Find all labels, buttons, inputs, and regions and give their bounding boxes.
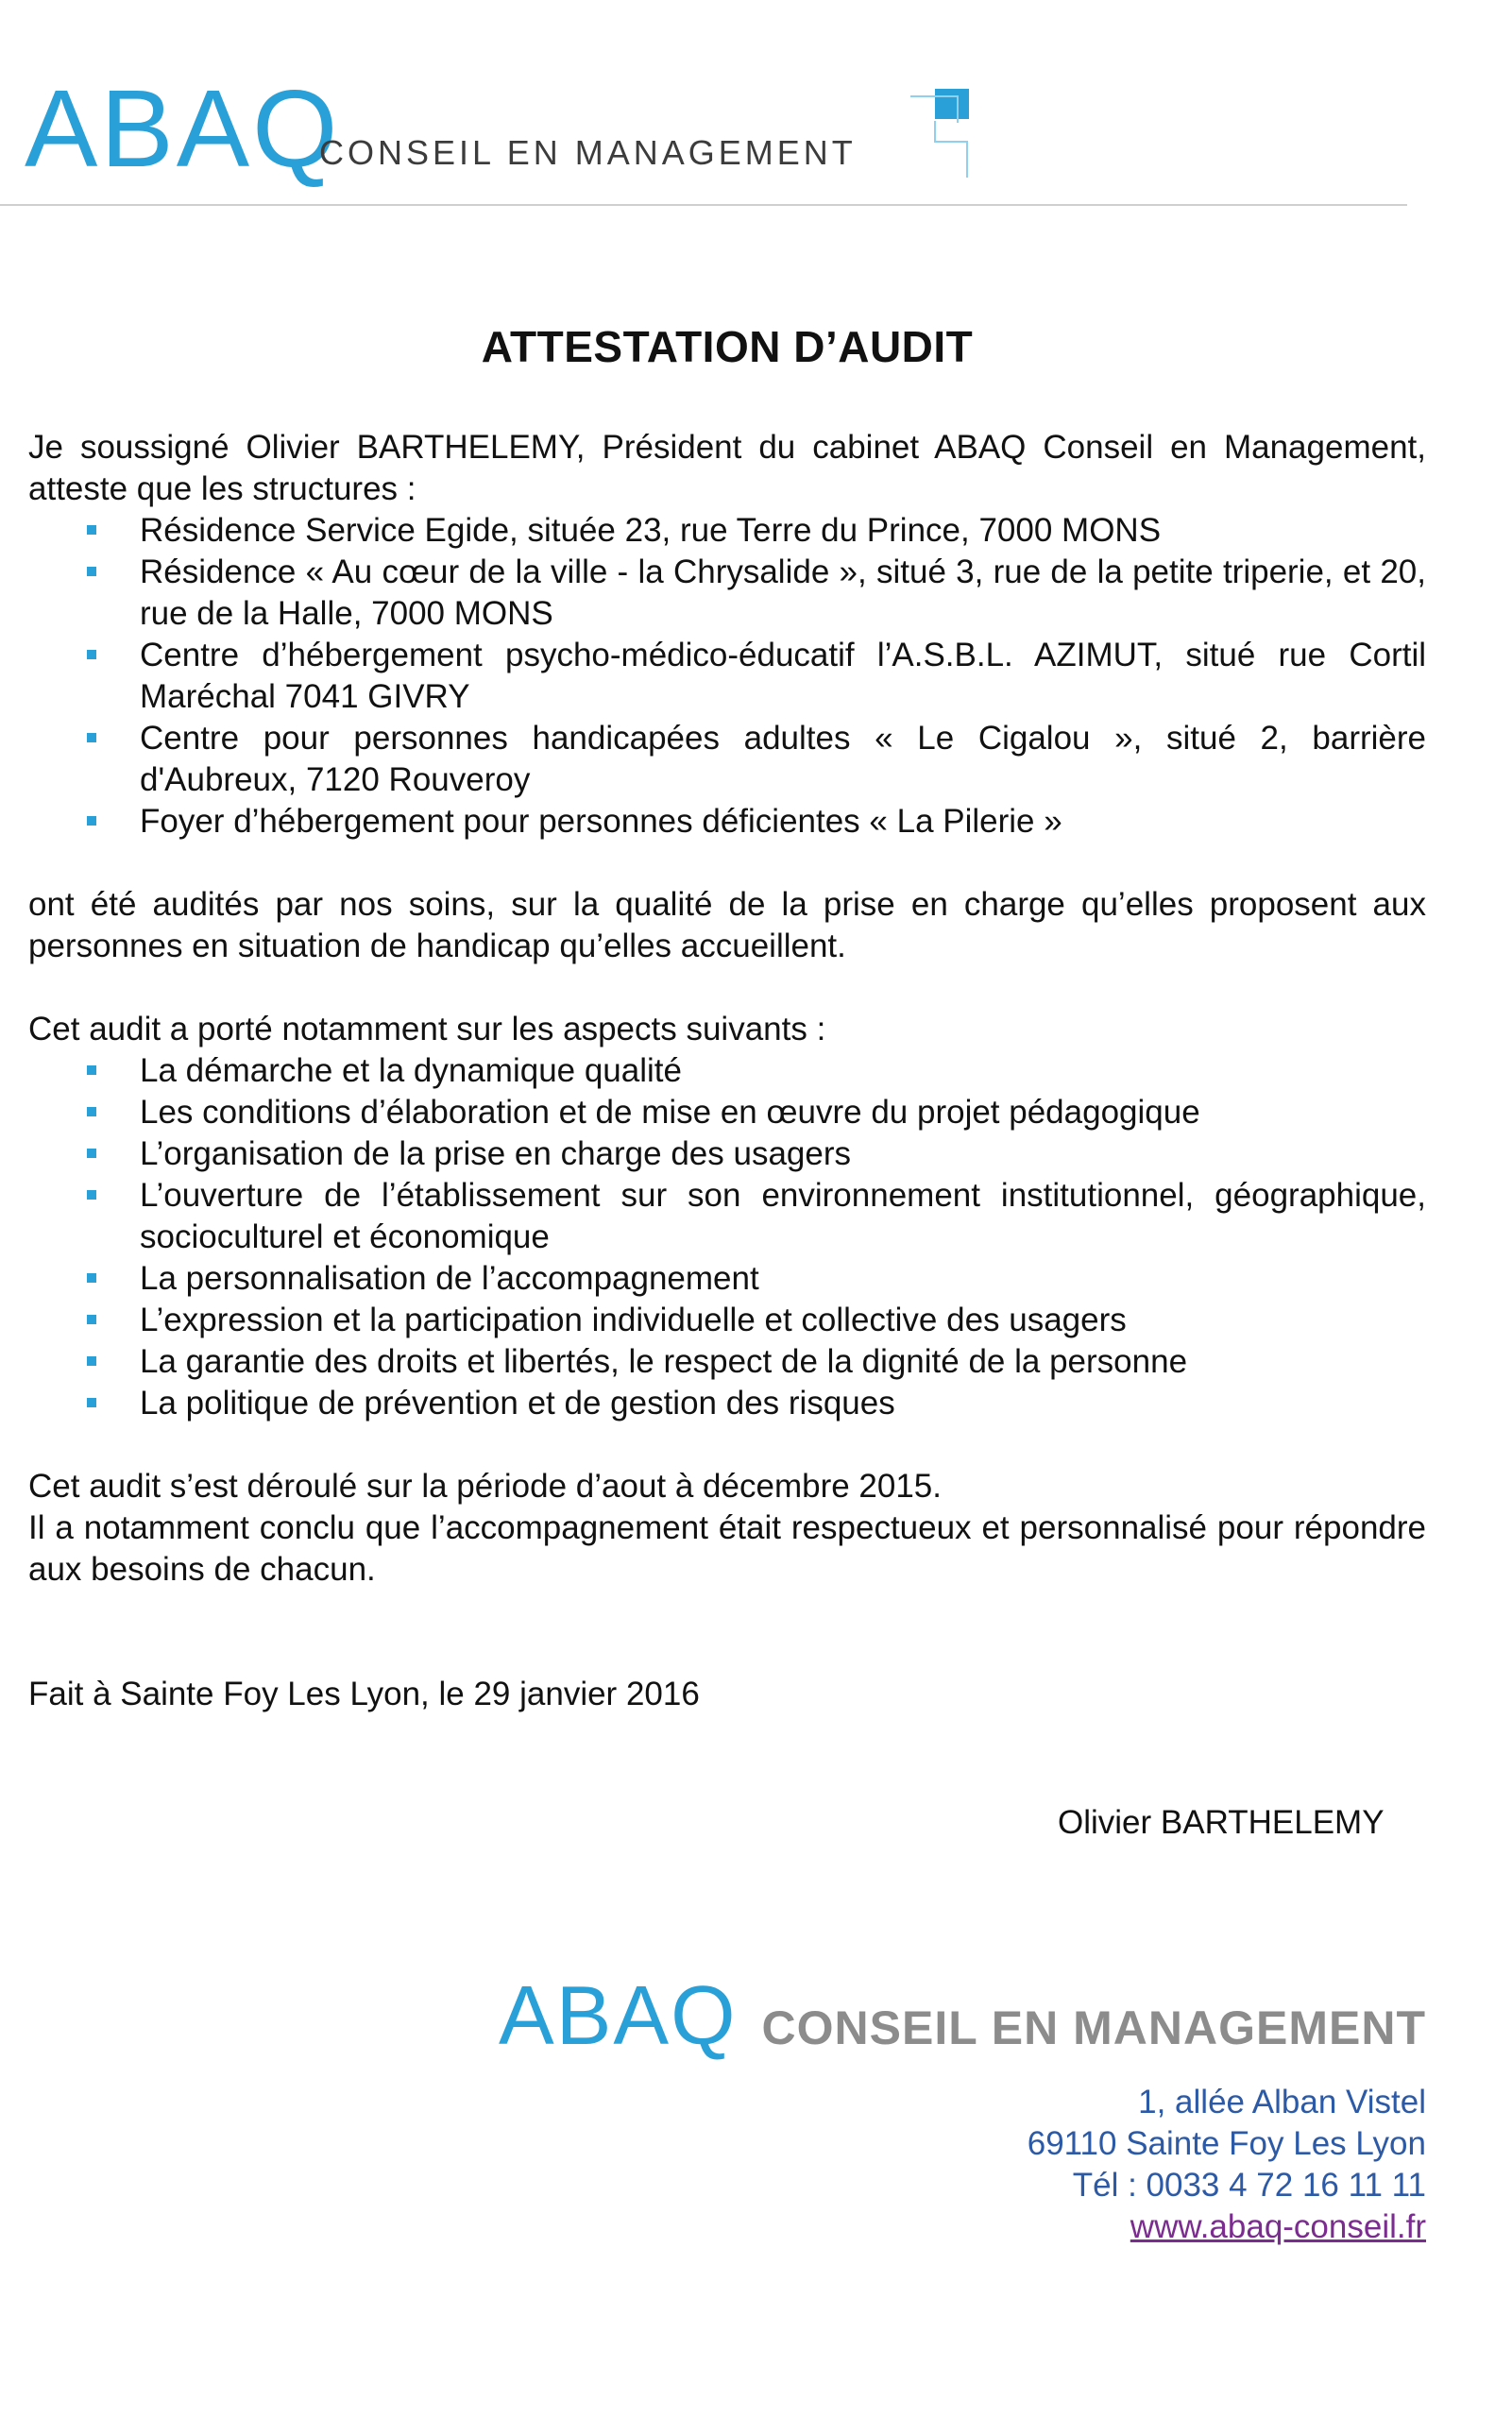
logo-subtitle: CONSEIL EN MANAGEMENT bbox=[319, 133, 857, 172]
list-item: Centre pour personnes handicapées adultes « Le Cigalou », situé 2, barrière d'Aubreux, 7120 Rouveroy bbox=[140, 718, 1426, 801]
list-item: Les conditions d’élaboration et de mise en œuvre du projet pédagogique bbox=[140, 1092, 1426, 1133]
footer-logo-subtitle: CONSEIL EN MANAGEMENT bbox=[761, 2001, 1426, 2054]
signature-name: Olivier BARTHELEMY bbox=[1058, 1804, 1385, 1841]
aspects-list bbox=[28, 1050, 1426, 1424]
document-title: ATTESTATION D’AUDIT bbox=[481, 322, 974, 371]
audited-paragraph: ont été audités par nos soins, sur la qualité de la prise en charge qu’elles proposent aux personnes en situation de handicap qu’elles accueillent. bbox=[28, 886, 1426, 964]
period-paragraph: Cet audit s’est déroulé sur la période d’aout à décembre 2015. bbox=[28, 1468, 942, 1505]
list-item: Résidence « Au cœur de la ville - la Chrysalide », situé 3, rue de la petite triperie, et 20, rue de la Halle, 7000 MONS bbox=[140, 552, 1426, 635]
place-date: Fait à Sainte Foy Les Lyon, le 29 janvier 2016 bbox=[28, 1676, 700, 1712]
list-item: La politique de prévention et de gestion des risques bbox=[140, 1383, 1426, 1424]
list-item: Résidence Service Egide, située 23, rue Terre du Prince, 7000 MONS bbox=[140, 510, 1426, 552]
intro-paragraph: Je soussigné Olivier BARTHELEMY, Président du cabinet ABAQ Conseil en Management, atteste que les structures : bbox=[28, 429, 1426, 507]
list-item: L’ouverture de l’établissement sur son environnement institutionnel, géographique, socioculturel et économique bbox=[140, 1175, 1426, 1258]
list-item: Foyer d’hébergement pour personnes déficientes « La Pilerie » bbox=[140, 801, 1426, 843]
aspects-intro: Cet audit a porté notamment sur les aspects suivants : bbox=[28, 1011, 826, 1047]
page-header bbox=[0, 0, 1512, 208]
page-footer bbox=[0, 1968, 1426, 2248]
header-divider bbox=[0, 204, 1407, 206]
list-item: La démarche et la dynamique qualité bbox=[140, 1050, 1426, 1092]
structures-list bbox=[28, 510, 1426, 843]
logo-abaq: ABAQ bbox=[25, 67, 341, 190]
footer-address-line2: 69110 Sainte Foy Les Lyon bbox=[1027, 2125, 1426, 2162]
footer-website-link[interactable]: www.abaq-conseil.fr bbox=[1130, 2208, 1426, 2245]
list-item: L’expression et la participation individuelle et collective des usagers bbox=[140, 1300, 1426, 1341]
list-item: La personnalisation de l’accompagnement bbox=[140, 1258, 1426, 1300]
footer-address-line1: 1, allée Alban Vistel bbox=[1138, 2084, 1426, 2120]
list-item: La garantie des droits et libertés, le respect de la dignité de la personne bbox=[140, 1341, 1426, 1383]
conclusion-paragraph: Il a notamment conclu que l’accompagnement était respectueux et personnalisé pour répondre aux besoins de chacun. bbox=[28, 1509, 1426, 1588]
document-body bbox=[28, 427, 1426, 1715]
footer-logo bbox=[0, 1968, 1426, 2062]
footer-phone: Tél : 0033 4 72 16 11 11 bbox=[1072, 2167, 1426, 2204]
list-item: Centre d’hébergement psycho-médico-éducatif l’A.S.B.L. AZIMUT, situé rue Cortil Maréchal 7041 GIVRY bbox=[140, 635, 1426, 718]
footer-logo-abaq: ABAQ bbox=[499, 1968, 738, 2062]
list-item: L’organisation de la prise en charge des usagers bbox=[140, 1133, 1426, 1175]
logo-squares-icon bbox=[907, 83, 982, 178]
